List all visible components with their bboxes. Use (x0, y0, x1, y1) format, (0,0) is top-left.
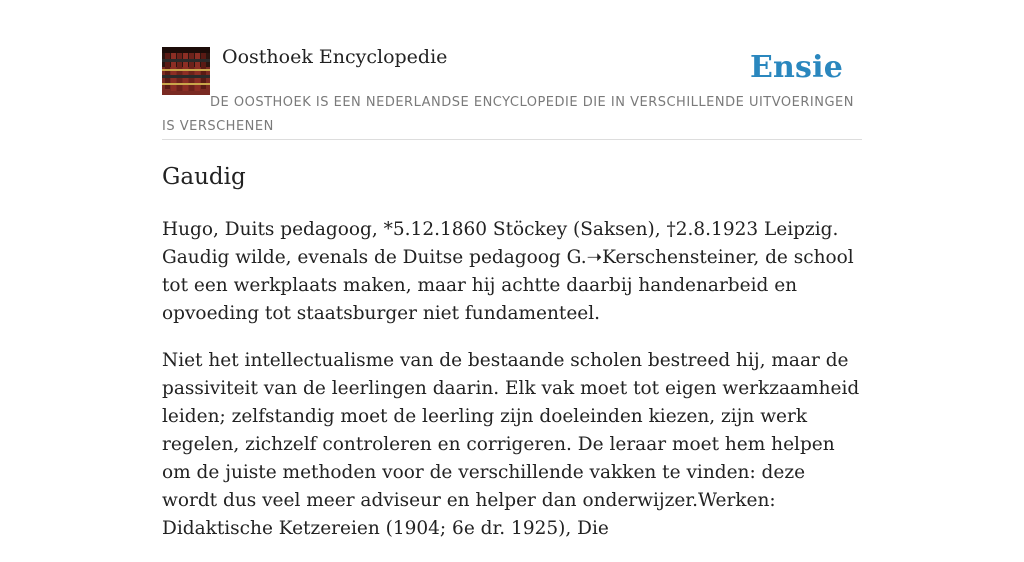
article-paragraph (162, 216, 864, 328)
paragraph-text: Hugo, Duits pedagoog, *5.12.1860 Stöckey (Saksen), †2.8.1923 Leipzig. Gaudig wilde, evenals de Duitse pedagoog G. (162, 219, 839, 268)
paragraph-text: , de school tot een werkplaats maken, maar hij achtte daarbij handenarbeid en opvoeding tot staatsburger niet fundamenteel. (162, 247, 854, 324)
site-avatar[interactable] (162, 47, 210, 95)
article-paragraph: Niet het intellectualisme van de bestaande scholen bestreed hij, maar de passiviteit van de leerlingen daarin. Elk vak moet tot eigen werkzaamheid leiden; zelfstandig moet de leerling zijn doeleinden kiezen, zijn werk regelen, zichzelf controleren en corrigeren. De leraar moet hem helpen om de juiste methoden voor de verschillende vakken te vinden: deze wordt dus veel meer adviseur en helper dan onderwijzer.Werken: Didaktische Ketzereien (1904; 6e dr. 1925), Die (162, 350, 860, 539)
brand-logo[interactable]: Ensie (749, 50, 843, 85)
page-container (162, 0, 862, 539)
article-title: Gaudig (162, 164, 246, 190)
site-header (162, 0, 862, 140)
site-tagline: DE OOSTHOEK IS EEN NEDERLANDSE ENCYCLOPEDIE DIE IN VERSCHILLENDE UITVOERINGEN IS VERSCHENEN (162, 95, 854, 134)
cross-reference-link[interactable]: ➝Kerschensteiner (586, 247, 754, 268)
article-body (162, 216, 864, 562)
encyclopedia-volumes-icon (162, 47, 210, 95)
site-title[interactable]: Oosthoek Encyclopedie (222, 46, 448, 68)
